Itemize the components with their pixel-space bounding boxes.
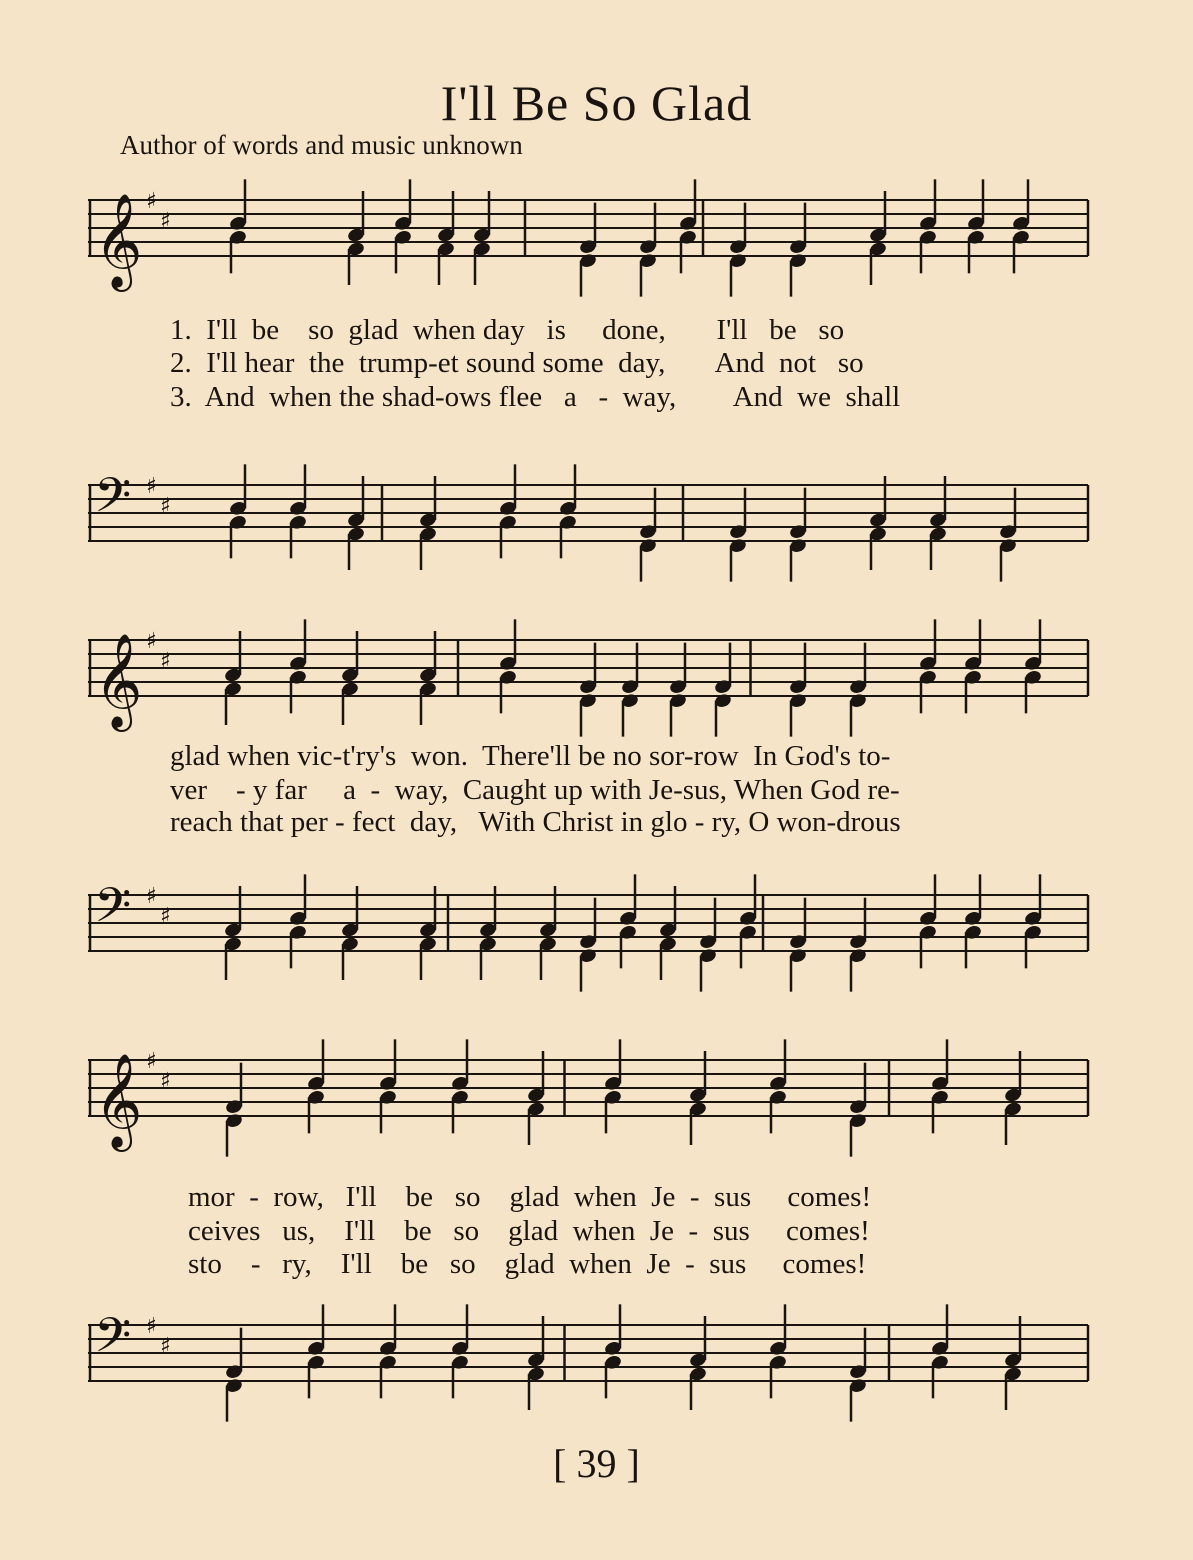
verse-1-line-2: glad when vic-t'ry's won. There'll be no sor-row In God's to- xyxy=(170,740,891,772)
treble-clef-icon: 𝄞 xyxy=(94,193,143,288)
sharp-icon: ♯ xyxy=(146,629,157,654)
treble-clef-icon: 𝄞 xyxy=(94,633,143,728)
verse-2-line-3: ceives us, I'll be so glad when Je - sus comes! xyxy=(188,1215,870,1247)
hymn-title: I'll Be So Glad xyxy=(440,75,753,131)
verse-3-line-1: 3. And when the shad-ows flee a - way, And we shall xyxy=(170,381,901,413)
bass-staff-system-2 xyxy=(88,870,1098,1010)
treble-staff-system-2 xyxy=(88,620,1098,750)
sharp-icon: ♯ xyxy=(146,189,157,214)
sharp-icon: ♯ xyxy=(160,209,171,234)
verse-1-line-3: mor - row, I'll be so glad when Je - sus comes! xyxy=(188,1181,872,1213)
treble-clef-icon: 𝄞 xyxy=(94,1053,143,1148)
bass-staff-system-3 xyxy=(88,1300,1098,1440)
sharp-icon: ♯ xyxy=(160,494,171,519)
verse-2-line-2: ver - y far a - way, Caught up with Je-sus, When God re- xyxy=(170,774,900,806)
bass-clef-icon: 𝄢 xyxy=(94,1307,132,1375)
treble-staff-system-1 xyxy=(88,180,1098,310)
treble-staff-system-3 xyxy=(88,1040,1098,1170)
verse-1-line-1: 1. I'll be so glad when day is done, I'll be so xyxy=(170,314,845,346)
bass-staff-system-1 xyxy=(88,460,1098,600)
sharp-icon: ♯ xyxy=(146,1314,157,1339)
verse-2-line-1: 2. I'll hear the trump-et sound some day, And not so xyxy=(170,347,864,379)
sharp-icon: ♯ xyxy=(160,649,171,674)
verse-3-line-3: sto - ry, I'll be so glad when Je - sus comes! xyxy=(188,1248,867,1280)
verse-3-line-2: reach that per - fect day, With Christ in glo - ry, O won-drous xyxy=(170,806,901,838)
sharp-icon: ♯ xyxy=(160,904,171,929)
page-number: [ 39 ] xyxy=(553,1441,640,1486)
bass-clef-icon: 𝄢 xyxy=(94,877,132,945)
bass-clef-icon: 𝄢 xyxy=(94,467,132,535)
sharp-icon: ♯ xyxy=(146,1049,157,1074)
sharp-icon: ♯ xyxy=(146,884,157,909)
sharp-icon: ♯ xyxy=(160,1069,171,1094)
author-credit: Author of words and music unknown xyxy=(120,130,523,160)
sharp-icon: ♯ xyxy=(146,474,157,499)
sharp-icon: ♯ xyxy=(160,1334,171,1359)
